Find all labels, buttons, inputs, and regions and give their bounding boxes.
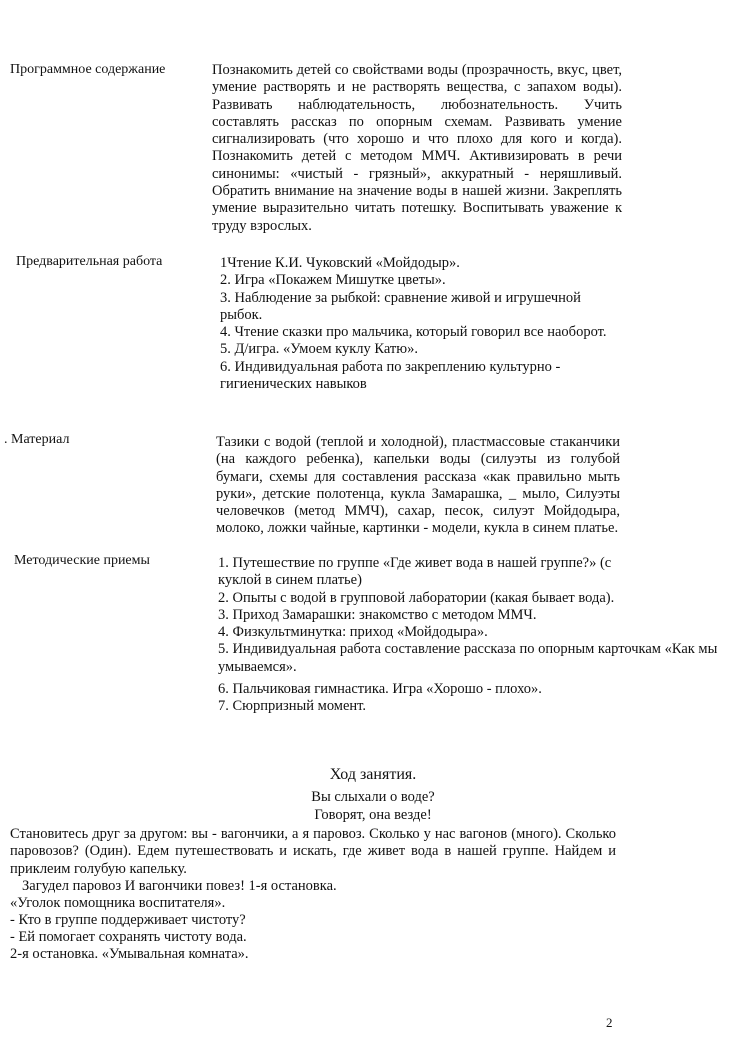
preliminary-list [220,255,620,393]
list-item: 6. Пальчиковая гимнастика. Игра «Хорошо - плохо». [218,681,542,698]
verse-line: Говорят, она везде! [314,807,432,823]
methods-label: Методические приемы [14,553,150,568]
list-item: 6. Индивидуальная работа по закреплению культурно - гигиенических навыков [220,358,561,393]
list-item: 4. Чтение сказки про мальчика, который говорил все наоборот. [220,324,607,341]
program-text: Познакомить детей со свойствами воды (прозрачность, вкус, цвет, умение растворять и не растворять вещества, с запахом воды). Развивать наблюдательность, любознательность. Учить составлять рассказ по опорным схемам. Развивать умение сигнализировать (что хорошо и что плохо для кого и когда). Познакомить детей с методом ММЧ. Активизировать в речи синонимы: «чистый - грязный», аккуратный - неряшливый. Обратить внимание на значение воды в нашей жизни. Закреплять умение выразительно читать потешку. Воспитывать уважение к труду взрослых. [212,62,622,234]
lesson-line: - Кто в группе поддерживает чистоту? [10,912,246,928]
list-item: 3. Наблюдение за рыбкой: сравнение живой и игрушечной рыбок. [220,289,581,323]
program-label: Программное содержание [10,62,166,77]
methods-list [218,555,724,716]
material-label: . Материал [4,432,70,447]
preliminary-label: Предварительная работа [16,254,163,269]
list-item: 1. Путешествие по группе «Где живет вода в нашей группе?» (с куклой в синем платье) [218,555,612,589]
verse-line: Вы слыхали о воде? [311,789,435,805]
list-item: 3. Приход Замарашки: знакомство с методом ММЧ. [218,606,537,623]
lesson-paragraph: Становитесь друг за другом: вы - вагончики, а я паровоз. Сколько у нас вагонов (много). Сколько паровозов? (Один). Едем путешествовать и искать, где живет вода в нашей группе. Найдем и приклеим голубую капельку. [10,826,616,877]
list-item: 5. Д/игра. «Умоем куклу Катю». [220,341,418,358]
list-item: 4. Физкультминутка: приход «Мойдодыра». [218,624,488,641]
list-item: 2. Опыты с водой в групповой лаборатории (какая бывает вода). [218,589,615,606]
list-item: 5. Индивидуальная работа составление рассказа по опорным карточкам «Как мы умываемся». [218,641,718,675]
lesson-line: «Уголок помощника воспитателя». [10,895,226,911]
page-number: 2 [606,1015,613,1030]
list-item: 2. Игра «Покажем Мишутке цветы». [220,272,446,289]
list-item: 7. Сюрпризный момент. [218,698,367,715]
lesson-line: - Ей помогает сохранять чистоту вода. [10,929,247,945]
lesson-line: 2-я остановка. «Умывальная комната». [10,946,249,962]
list-item: 1Чтение К.И. Чуковский «Мойдодыр». [220,255,460,271]
lesson-heading: Ход занятия. [329,766,417,783]
material-text: Тазики с водой (теплой и холодной), пластмассовые стаканчики (на каждого ребенка), капельки воды (силуэты из голубой бумаги, схемы для составления рассказа «как правильно мыть руки», детские полотенца, кукла Замарашка, _ мыло, Силуэты человечков (метод ММЧ), сахар, песок, силуэт Мойдодыра, молоко, ложки чайные, картинки - модели, кукла в синем платье. [216,434,620,537]
lesson-line: Загудел паровоз И вагончики повез! 1-я остановка. [22,878,337,894]
